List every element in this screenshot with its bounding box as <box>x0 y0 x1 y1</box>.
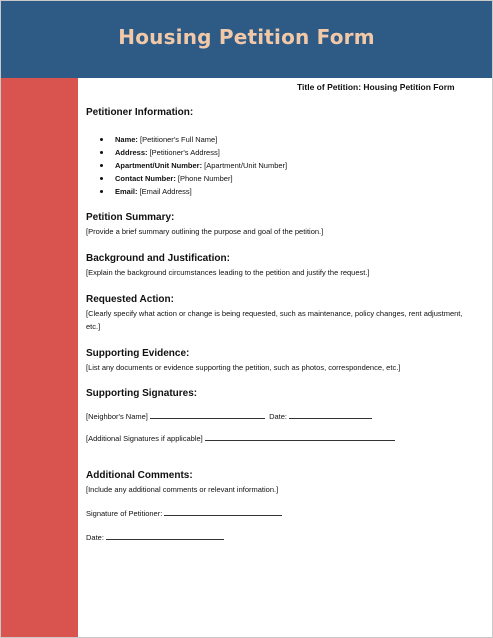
background-heading: Background and Justification: <box>86 253 230 264</box>
summary-section <box>86 211 471 238</box>
petitioner-signature-row <box>86 507 471 520</box>
comments-heading: Additional Comments: <box>86 470 193 481</box>
summary-text: [Provide a brief summary outlining the purpose and goal of the petition.] <box>86 227 324 236</box>
petitioner-section <box>86 106 471 198</box>
petitioner-signature-label: Signature of Petitioner: <box>86 509 163 518</box>
side-accent-band <box>1 78 78 637</box>
list-item <box>86 133 471 146</box>
petitioner-date-row <box>86 531 471 544</box>
signatures-section <box>86 387 471 445</box>
field-label: Name: <box>115 135 138 144</box>
field-label: Contact Number: <box>115 174 176 183</box>
evidence-heading: Supporting Evidence: <box>86 348 190 359</box>
form-content <box>86 106 471 544</box>
petitioner-list <box>86 133 471 198</box>
bullet-icon <box>100 151 103 154</box>
summary-heading: Petition Summary: <box>86 212 175 223</box>
list-item <box>86 159 471 172</box>
petitioner-heading: Petitioner Information: <box>86 107 194 118</box>
requested-action-text: [Clearly specify what action or change is being requested, such as maintenance, policy changes, rent adjustment, etc.] <box>86 309 463 331</box>
additional-signatures-row <box>86 432 471 445</box>
list-item <box>86 185 471 198</box>
list-item <box>86 172 471 185</box>
neighbor-name-label: [Neighbor's Name] <box>86 412 148 421</box>
petitioner-signature-line[interactable] <box>164 507 282 516</box>
neighbor-date-line[interactable] <box>289 410 372 419</box>
additional-signatures-line[interactable] <box>205 432 395 441</box>
petitioner-date-line[interactable] <box>106 531 224 540</box>
bullet-icon <box>100 138 103 141</box>
bullet-icon <box>100 164 103 167</box>
signatures-heading: Supporting Signatures: <box>86 388 198 399</box>
field-label: Apartment/Unit Number: <box>115 161 203 170</box>
list-item <box>86 146 471 159</box>
bullet-icon <box>100 190 103 193</box>
field-value: [Phone Number] <box>175 174 233 183</box>
background-text: [Explain the background circumstances leading to the petition and justify the request.] <box>86 268 370 277</box>
requested-action-heading: Requested Action: <box>86 294 174 305</box>
field-value: [Petitioner's Address] <box>147 148 220 157</box>
field-value: [Apartment/Unit Number] <box>202 161 288 170</box>
neighbor-name-line[interactable] <box>150 410 265 419</box>
requested-action-section <box>86 293 471 333</box>
header-band <box>1 1 492 78</box>
comments-text: [Include any additional comments or relevant information.] <box>86 485 279 494</box>
evidence-text: [List any documents or evidence supporting the petition, such as photos, correspondence, etc.] <box>86 363 401 372</box>
field-label: Address: <box>115 148 148 157</box>
petitioner-date-label: Date: <box>86 533 104 542</box>
background-section <box>86 252 471 279</box>
additional-signatures-label: [Additional Signatures if applicable] <box>86 434 203 443</box>
comments-section <box>86 469 471 496</box>
evidence-section <box>86 347 471 374</box>
neighbor-date-label: Date: <box>269 412 287 421</box>
neighbor-signature-row <box>86 410 471 423</box>
bullet-icon <box>100 177 103 180</box>
petition-title-line: Title of Petition: Housing Petition Form <box>297 82 455 92</box>
form-title: Housing Petition Form <box>118 25 375 49</box>
field-label: Email: <box>115 187 138 196</box>
field-value: [Petitioner's Full Name] <box>137 135 218 144</box>
field-value: [Email Address] <box>137 187 192 196</box>
